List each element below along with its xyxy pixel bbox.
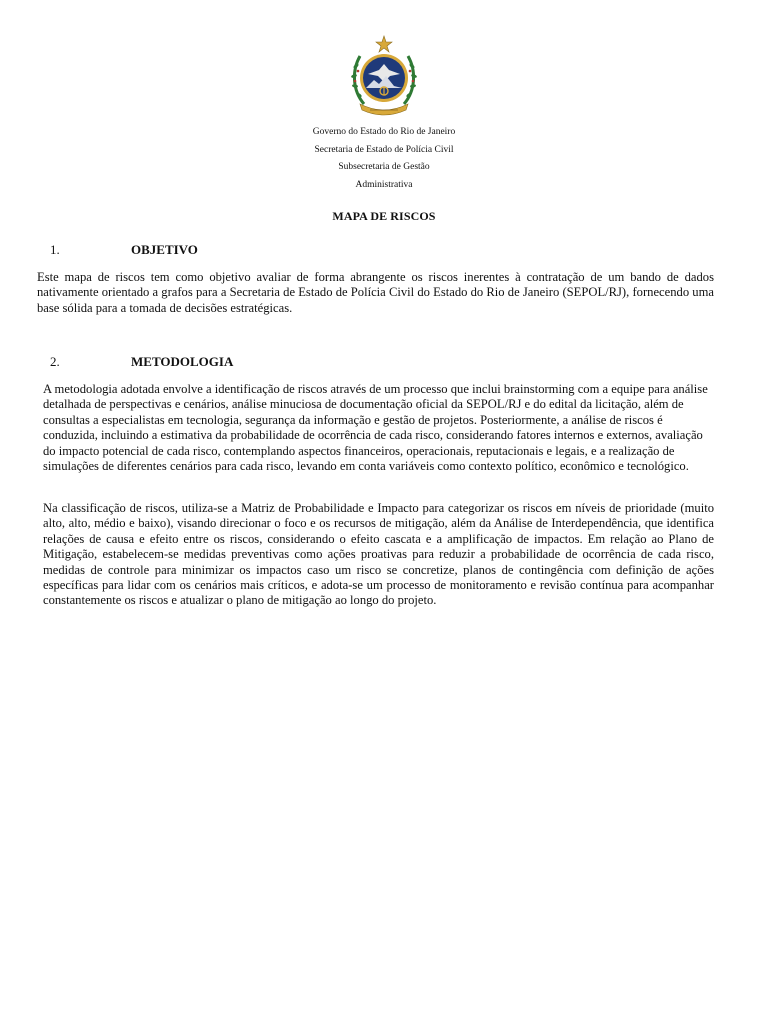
- header-line-secretariat: Secretaria de Estado de Polícia Civil: [314, 144, 454, 155]
- metodologia-paragraph-2: Na classificação de riscos, utiliza-se a Matriz de Probabilidade e Impacto para categorizar os riscos em níveis de prioridade (muito alto, alto, médio e baixo), visando direcionar o foco e os recursos de mitigação, além da Análise de Interdependência, que identifica relações de causa e efeito entre os riscos, considerando o efeito cascata e a amplificação de impactos. Em relação ao Plano de Mitigação, estabelecem-se medidas preventivas como ações proativas para reduzir a probabilidade de ocorrência de cada risco, medidas de controle para minimizar os impactos caso um risco se concretize, planos de contingência com definição de ações específicas para lidar com os cenários mais críticos, e adota-se um processo de monitoramento e revisão contínua para acompanhar constantemente os riscos e atualizar o plano de mitigação ao longo do projeto.: [43, 501, 714, 608]
- document-title: MAPA DE RISCOS: [332, 209, 436, 223]
- header-line-subsecretariat: Subsecretaria de Gestão: [338, 162, 430, 173]
- section-title: OBJETIVO: [131, 242, 198, 257]
- metodologia-paragraph-1: A metodologia adotada envolve a identificação de riscos através de um processo que inclui brainstorming com a equipe para análise detalhada de perspectivas e cenários, análise minuciosa de documentação oficial da SEPOL/RJ e do edital da licitação, além de consultas a especialistas em tecnologia, segurança da informação e gestão de projetos. Posteriormente, a análise de riscos é conduzida, incluindo a estimativa da probabilidade de ocorrência de cada risco, considerando fatores internos e externos, avaliação do impacto potencial de cada risco, contemplando aspectos financeiros, operacionais, reputacionais e legais, e a realização de simulações de diferentes cenários para cada risco, levando em conta variáveis como contexto político, econômico e tecnológico.: [43, 382, 708, 474]
- section-number: 2.: [50, 354, 60, 369]
- header-line-government: Governo do Estado do Rio de Janeiro: [312, 127, 456, 137]
- section-title: METODOLOGIA: [131, 354, 234, 369]
- institution-header: [0, 124, 768, 194]
- state-coat-of-arms-icon: [346, 34, 422, 118]
- section-number: 1.: [50, 242, 60, 257]
- header-line-administrative: Administrativa: [355, 179, 413, 190]
- objetivo-paragraph: Este mapa de riscos tem como objetivo avaliar de forma abrangente os riscos inerentes à contratação de um bando de dados nativamente orientado a grafos para a Secretaria de Estado de Polícia Civil do Estado do Rio de Janeiro (SEPOL/RJ), fornecendo uma base sólida para a tomada de decisões estratégicas.: [37, 270, 714, 315]
